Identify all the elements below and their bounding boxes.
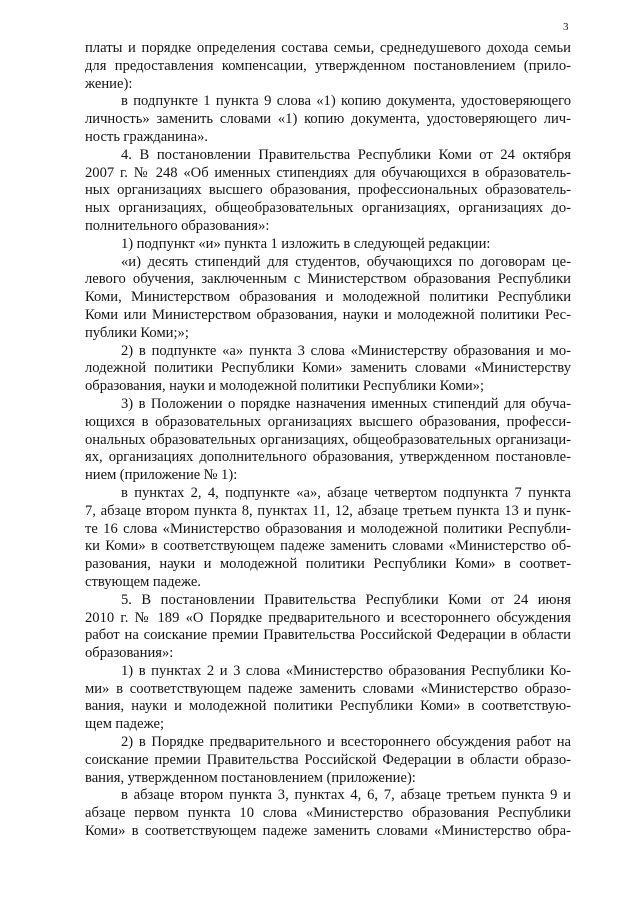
text-line: нием (приложение № 1): [85,467,238,484]
text-line: полнительного образования»: [85,217,270,234]
text-line: в пунктах 2, 4, подпункте «а», абзаце четвертом подпункта 7 пункта [121,484,571,501]
paragraph [85,343,571,396]
text-line: 7, абзаце втором пункта 8, пунктах 11, 12, абзаце третьем пункта 13 и пунк- [85,502,571,519]
text-line: левого обучения, заключенным с Министерством образования Республики [85,271,571,288]
paragraph [85,592,571,663]
text-line: Коми или Министерством образования, науки и молодежной политики Рес- [85,306,571,323]
text-line: те 16 слова «Министерство образования и молодежной политики Республи- [85,520,571,537]
paragraph [85,734,571,787]
text-line: в абзаце втором пункта 3, пунктах 4, 6, 7, абзаце третьем пункта 9 и [121,787,571,804]
paragraph [85,93,571,146]
page-number: 3 [563,21,569,33]
text-line: 2) в Порядке предварительного и всестороннего обсуждения работ на [121,734,571,751]
text-line: платы и порядке определения состава семьи, среднедушевого дохода семьи [85,40,571,56]
text-line: абзаце первом пункта 10 слова «Министерство образования Республики [85,805,571,822]
text-line: вания, науки и молодежной политики Республики Коми» в соответствую- [85,698,571,715]
text-line: ки Коми» в соответствующем падеже заменить словами «Министерство об- [85,538,571,555]
text-line: щем падеже; [85,716,165,733]
text-line: ющихся в образовательных организациях высшего образования, професси- [85,413,571,430]
paragraph [85,787,571,840]
text-line: 1) подпункт «и» пункта 1 изложить в следующей редакции: [121,235,491,252]
text-line: ность гражданина». [85,128,209,145]
text-line: ях, организациях дополнительного образования, утвержденном постановле- [85,449,571,466]
paragraph [85,40,571,93]
text-line: Коми» в соответствующем падеже заменить словами «Министерство обра- [85,823,571,840]
paragraph [85,485,571,592]
text-line: личность» заменить словами «1) копию документа, удостоверяющего лич- [85,111,571,128]
text-line: ных организациях, общеобразовательных организациях, организациях до- [85,200,571,217]
paragraph [85,663,571,734]
paragraph [85,147,571,236]
text-line: 4. В постановлении Правительства Республики Коми от 24 октября [121,146,571,163]
text-line: соискание премии Правительства Российской Федерации в области образо- [85,751,571,768]
text-line: ных организациях высшего образования, профессиональных образователь- [85,182,571,199]
text-line: для предоставления компенсации, утвержденном постановлением (прило- [85,57,571,74]
text-line: 3) в Положении о порядке назначения именных стипендий для обуча- [121,395,571,412]
text-line: ми» в соответствующем падеже заменить словами «Министерство образо- [85,680,571,697]
document-body [85,40,571,841]
paragraph [85,396,571,485]
text-line: «и) десять стипендий для студентов, обучающихся по договорам це- [121,253,571,270]
text-line: в подпункте 1 пункта 9 слова «1) копию документа, удостоверяющего [121,93,571,110]
text-line: Коми, Министерством образования и молодежной политики Республики [85,289,571,306]
text-line: жение): [85,75,133,92]
text-line: разования, науки и молодежной политики Республики Коми» в соответ- [85,556,571,573]
text-line: образования»: [85,645,174,662]
text-line: 2010 г. № 189 «О Порядке предварительного и всестороннего обсуждения [85,609,571,626]
text-line: 2) в подпункте «а» пункта 3 слова «Министерству образования и мо- [121,342,571,359]
text-line: публики Коми;»; [85,324,189,341]
text-line: ональных образовательных организациях, общеобразовательных организаци- [85,431,571,448]
text-line: лодежной политики Республики Коми» заменить словами «Министерству [85,360,571,377]
text-line: 5. В постановлении Правительства Республики Коми от 24 июня [121,591,571,608]
paragraph [85,236,571,254]
text-line: работ на соискание премии Правительства Российской Федерации в области [85,627,571,644]
paragraph [85,254,571,343]
text-line: 1) в пунктах 2 и 3 слова «Министерство образования Республики Ко- [121,662,571,679]
text-line: ствующем падеже. [85,573,202,590]
text-line: образования, науки и молодежной политики Республики Коми»; [85,378,485,395]
text-line: 2007 г. № 248 «Об именных стипендиях для обучающихся в образователь- [85,164,571,181]
text-line: вания, утвержденном постановлением (приложение): [85,769,416,786]
